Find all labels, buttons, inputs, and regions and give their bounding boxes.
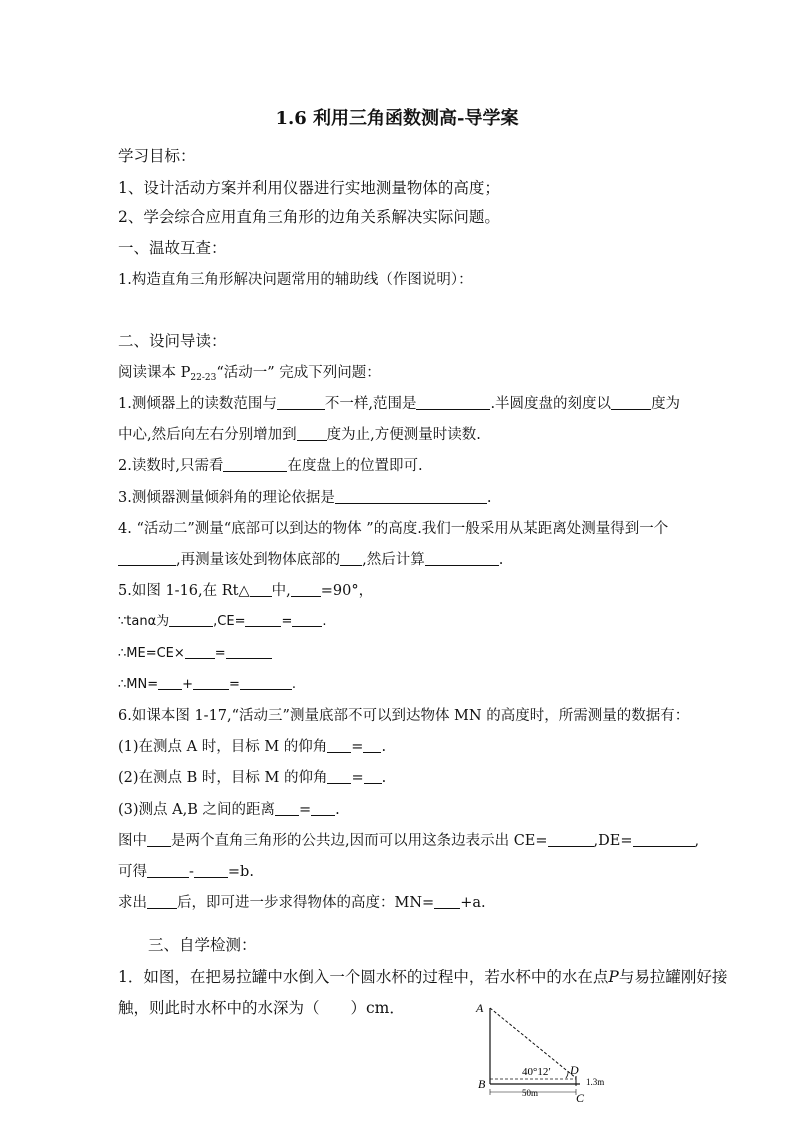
label-b: B <box>478 1077 486 1091</box>
guide-intro: 阅读课本 $P_{22-23}“$活动一” 完成下列问题： <box>118 365 381 383</box>
guide-q2: 2.读数时,只需看 在度盘上的位置即可. <box>118 458 423 474</box>
selftest-q1-line1: 1．如图，在把易拉罐中水倒入一个圆水杯的过程中，若水杯中的水在点P与易拉罐刚好接 <box>118 968 728 986</box>
review-heading: 一、温故互查： <box>118 239 227 257</box>
guide-q5-line2: ∵tanα为 ,CE= = . <box>118 614 327 629</box>
base-label: 50m <box>522 1088 539 1098</box>
guide-q4-line2: ,再测量该处到物体底部的 ,然后计算 . <box>118 550 503 570</box>
label-c: C <box>576 1091 585 1105</box>
guide-heading: 二、设问导读： <box>118 332 227 350</box>
objective-item-2: 2、学会综合应用直角三角形的边角关系解决实际问题。 <box>118 208 500 226</box>
selftest-heading: 三、自学检测： <box>148 936 257 954</box>
triangle-figure <box>470 1000 630 1110</box>
guide-q6-line5: 图中 是两个直角三角形的公共边,因而可以用这条边表示出 CE= ,DE= , <box>118 833 700 849</box>
guide-q3: 3.测倾器测量倾斜角的理论依据是 . <box>118 490 492 506</box>
guide-q6-line7: 求出 后，即可进一步求得物体的高度：MN= +a. <box>118 895 486 911</box>
label-a: A <box>476 1001 484 1015</box>
selftest-q1-line2: 触，则此时水杯中的水深为（ ）cm． <box>118 999 405 1017</box>
guide-q6-line1: 6.如课本图 1-17,“活动三”测量底部不可以到达物体 MN 的高度时，所需测量的数据有： <box>118 708 690 724</box>
guide-q6-line6: 可得 - =b. <box>118 864 254 880</box>
height-label: 1.3m <box>586 1077 605 1087</box>
guide-q5-line1: 5.如图 1-16,在 Rt△ 中, =90°， <box>118 583 374 599</box>
guide-q6-item3: (3)测点 A,B 之间的距离 = . <box>118 802 340 818</box>
label-d: D <box>570 1063 579 1077</box>
page-title: 1.6 利用三角函数测高-导学案 <box>275 108 519 129</box>
guide-q5-line3: ∴ME=CE× = <box>118 644 272 664</box>
objectives-heading: 学习目标： <box>118 147 196 165</box>
guide-q6-item1: (1)在测点 A 时，目标 M 的仰角 = . <box>118 739 387 755</box>
angle-label: 40°12′ <box>522 1066 551 1078</box>
guide-q1-line2: 中心,然后向左右分别增加到 度为止,方便测量时读数. <box>118 427 481 443</box>
guide-q4-line1: 4. “活动二”测量“底部可以到达的物体 ”的高度.我们一般采用从某距离处测量得到一个 <box>118 521 669 537</box>
guide-q6-item2: (2)在测点 B 时，目标 M 的仰角 = . <box>118 770 387 786</box>
angle-arc <box>566 1071 568 1078</box>
guide-q5-line4: ∴MN= + = . <box>118 677 297 692</box>
review-question-1: 1.构造直角三角形解决问题常用的辅助线（作图说明）： <box>118 272 473 288</box>
objective-item-1: 1、设计活动方案并利用仪器进行实地测量物体的高度； <box>118 179 500 197</box>
guide-q1-line1: 1.测倾器上的读数范围与 不一样,范围是 .半圆度盘的刻度以 度为 <box>118 396 681 412</box>
